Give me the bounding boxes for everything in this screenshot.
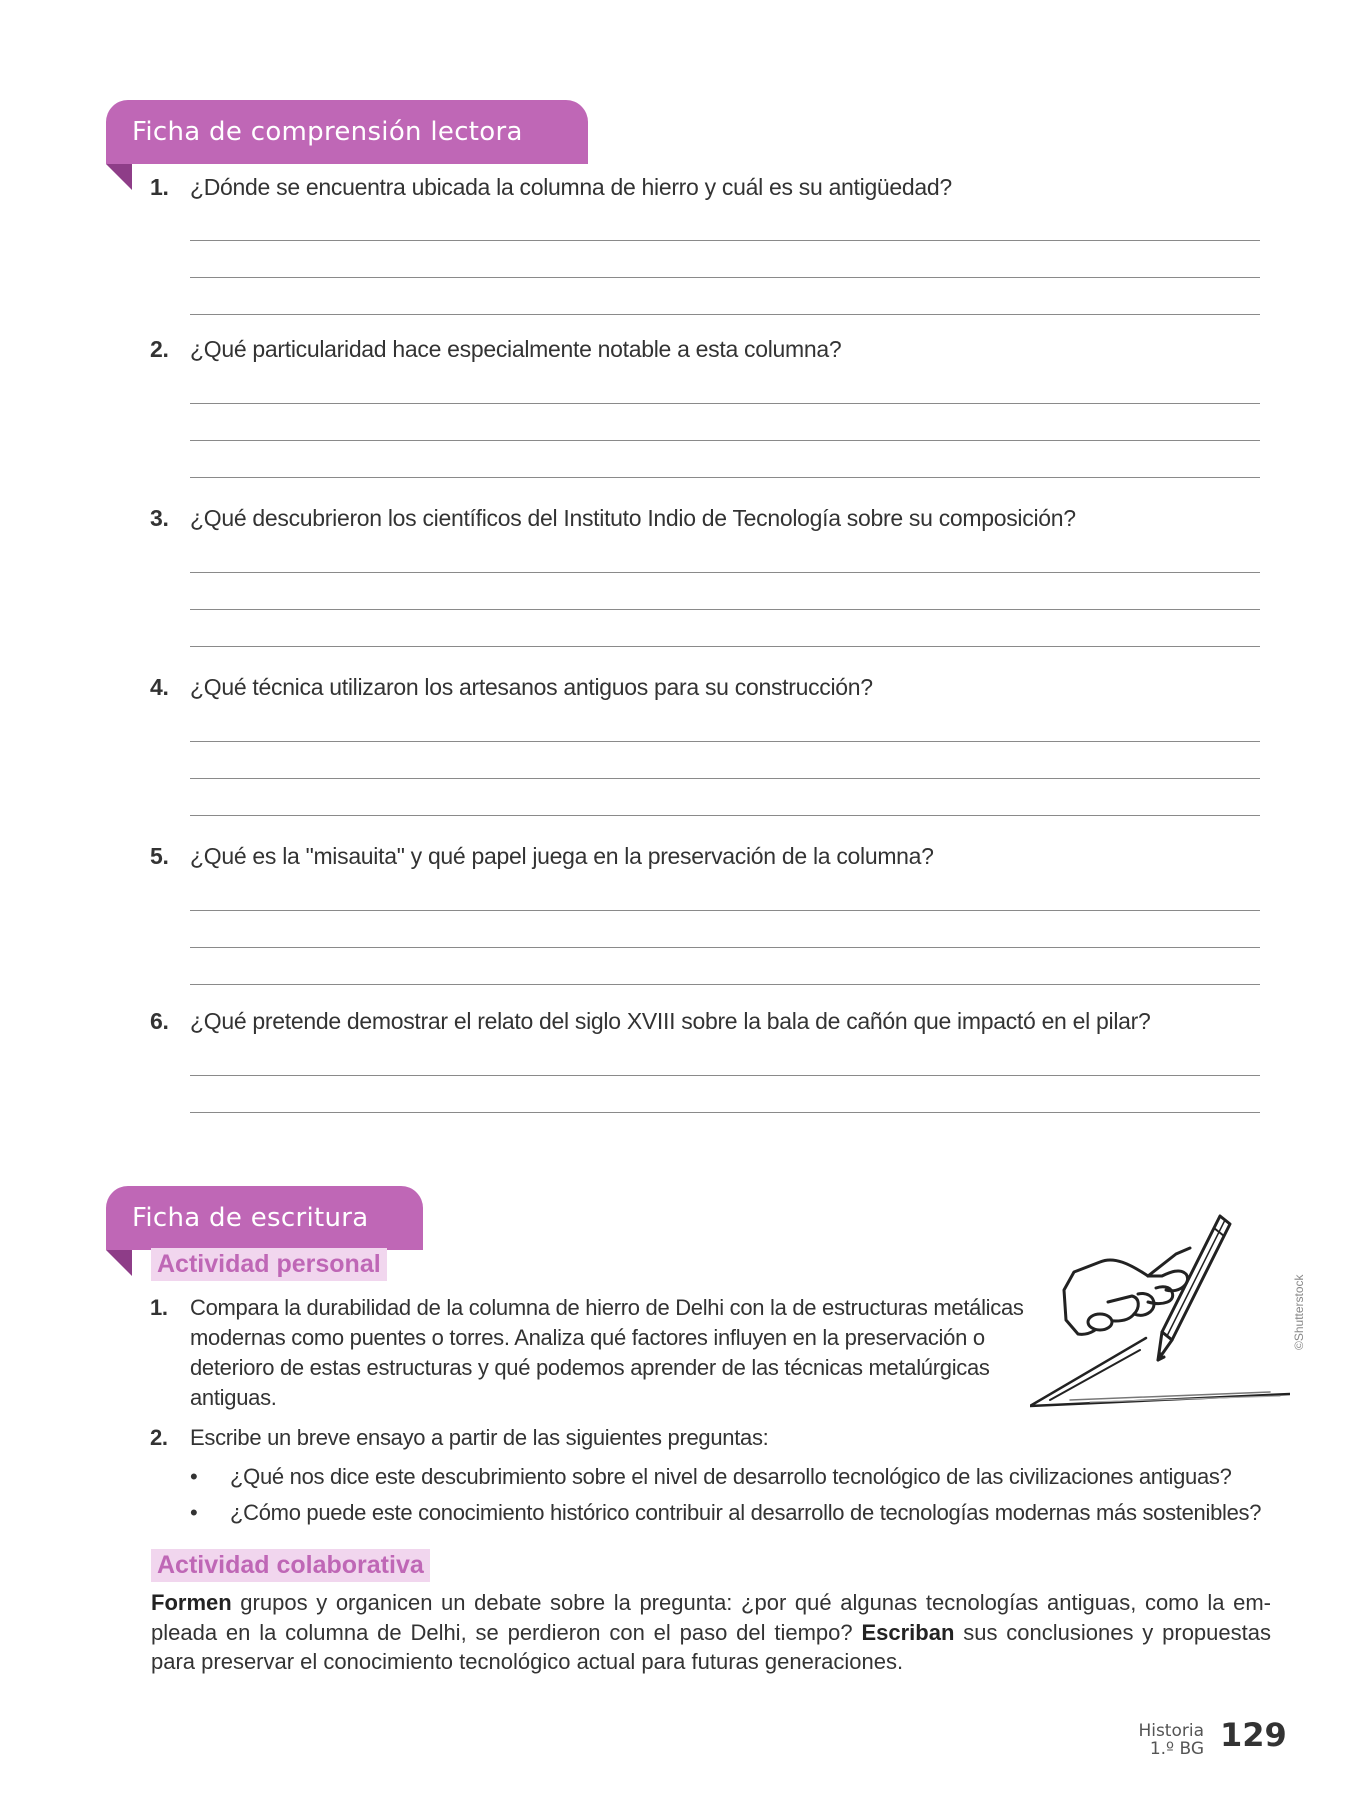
question-3 bbox=[150, 505, 1076, 532]
answer-line[interactable] bbox=[190, 947, 1260, 948]
item-text: Compara la durabilidad de la columna de hierro de Delhi con la de estructuras metálicas modernas como puentes o torres. Analiza qué factores influyen en la preservación o deterioro de estas estructuras y qué podemos aprender de las técnicas metalúrgicas antiguas. bbox=[190, 1295, 1024, 1410]
essay-question-2 bbox=[190, 1500, 1261, 1526]
instruction-text: sus conclusiones y propuestas para preservar el conocimiento tecnológico actual para futuras generaciones. bbox=[151, 1619, 1271, 1674]
question-number: 3. bbox=[150, 505, 169, 531]
answer-line[interactable] bbox=[190, 240, 1260, 241]
question-5 bbox=[150, 843, 934, 870]
answer-line[interactable] bbox=[190, 314, 1260, 315]
writing-header-tail bbox=[106, 1250, 132, 1276]
comprehension-header: Ficha de comprensión lectora bbox=[106, 100, 588, 164]
question-text: ¿Qué pretende demostrar el relato del siglo XVIII sobre la bala de cañón que impactó en el pilar? bbox=[190, 1008, 1151, 1034]
answer-line[interactable] bbox=[190, 572, 1260, 573]
answer-line[interactable] bbox=[190, 1075, 1260, 1076]
collaborative-activity-text bbox=[151, 1588, 1271, 1677]
question-number: 5. bbox=[150, 843, 169, 869]
question-6 bbox=[150, 1008, 1151, 1035]
answer-line[interactable] bbox=[190, 403, 1260, 404]
question-text: ¿Qué particularidad hace especialmente notable a esta columna? bbox=[190, 336, 842, 362]
item-number: 1. bbox=[150, 1295, 168, 1320]
answer-line[interactable] bbox=[190, 277, 1260, 278]
grade-label: 1.º BG bbox=[1149, 1739, 1204, 1759]
answer-line[interactable] bbox=[190, 440, 1260, 441]
question-number: 6. bbox=[150, 1008, 169, 1034]
answer-line[interactable] bbox=[190, 815, 1260, 816]
question-4 bbox=[150, 674, 873, 701]
question-number: 4. bbox=[150, 674, 169, 700]
question-text: ¿Dónde se encuentra ubicada la columna de hierro y cuál es su antigüedad? bbox=[190, 174, 952, 200]
writing-item-1 bbox=[150, 1293, 1070, 1413]
answer-line[interactable] bbox=[190, 477, 1260, 478]
instruction-verb: Formen bbox=[151, 1590, 232, 1615]
answer-line[interactable] bbox=[190, 646, 1260, 647]
question-text: ¿Qué es la "misauita" y qué papel juega en la preservación de la columna? bbox=[190, 843, 934, 869]
instruction-verb: Escriban bbox=[861, 1619, 955, 1645]
item-number: 2. bbox=[150, 1425, 168, 1450]
bullet-icon: • bbox=[190, 1464, 198, 1489]
answer-line[interactable] bbox=[190, 778, 1260, 779]
answer-line[interactable] bbox=[190, 910, 1260, 911]
personal-activity-heading: Actividad personal bbox=[151, 1248, 387, 1281]
essay-question-1 bbox=[190, 1464, 1232, 1490]
writing-header: Ficha de escritura bbox=[106, 1186, 423, 1250]
question-number: 1. bbox=[150, 174, 169, 200]
subject-name: Historia bbox=[1138, 1721, 1204, 1741]
hand-writing-icon bbox=[1030, 1210, 1290, 1410]
question-2 bbox=[150, 336, 841, 363]
answer-line[interactable] bbox=[190, 1112, 1260, 1113]
question-number: 2. bbox=[150, 336, 169, 362]
bullet-text: ¿Qué nos dice este descubrimiento sobre el nivel de desarrollo tecnológico de las civilizaciones antiguas? bbox=[230, 1464, 1232, 1489]
question-text: ¿Qué descubrieron los científicos del Instituto Indio de Tecnología sobre su composición? bbox=[190, 505, 1076, 531]
answer-line[interactable] bbox=[190, 741, 1260, 742]
question-text: ¿Qué técnica utilizaron los artesanos antiguos para su construcción? bbox=[190, 674, 873, 700]
page-number: 129 bbox=[1220, 1716, 1287, 1754]
item-text: Escribe un breve ensayo a partir de las siguientes preguntas: bbox=[190, 1425, 769, 1450]
question-1 bbox=[150, 174, 952, 201]
bullet-text: ¿Cómo puede este conocimiento histórico contribuir al desarrollo de tecnologías modernas más sostenibles? bbox=[230, 1500, 1262, 1525]
image-credit: ©Shutterstock bbox=[1292, 1274, 1306, 1350]
comprehension-header-tail bbox=[106, 164, 132, 190]
instruction-text: grupos y organicen un debate sobre la pregunta: ¿por qué algunas tecnologías antiguas, como la empleada en la columna de Delhi, se perdieron con el paso del tiempo? bbox=[151, 1590, 1271, 1645]
writing-item-2 bbox=[150, 1423, 1250, 1453]
answer-line[interactable] bbox=[190, 984, 1260, 985]
bullet-icon: • bbox=[190, 1500, 198, 1525]
answer-line[interactable] bbox=[190, 609, 1260, 610]
collaborative-activity-heading: Actividad colaborativa bbox=[151, 1549, 430, 1582]
footer-subject bbox=[1138, 1722, 1204, 1758]
